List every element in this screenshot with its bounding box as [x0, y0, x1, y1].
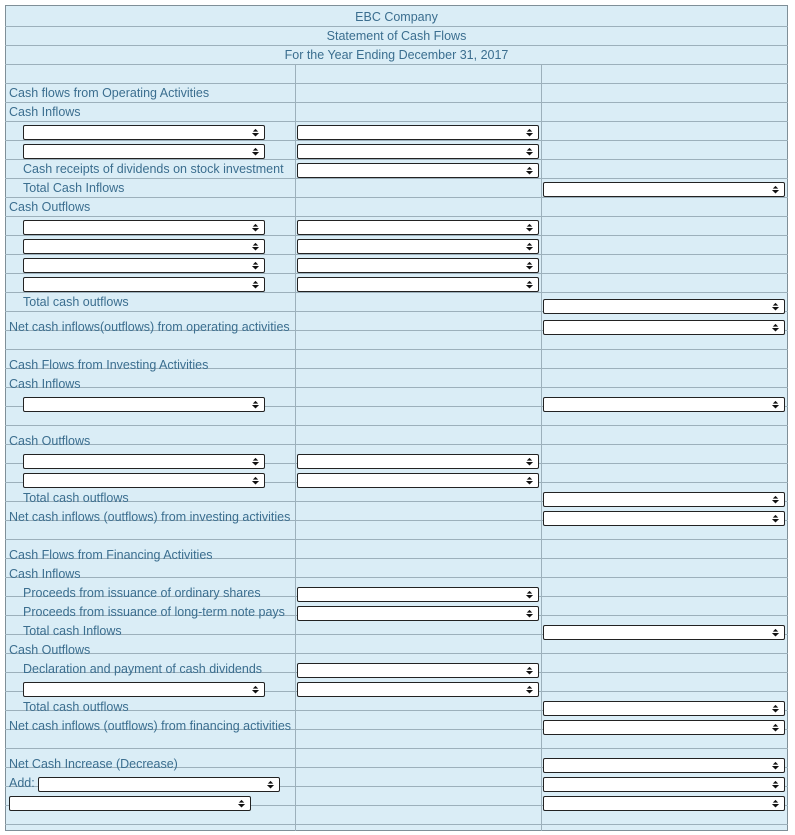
investing-inflow-amount-select[interactable]: [543, 397, 785, 412]
total-financing-outflows-select[interactable]: [543, 701, 785, 716]
dropdown-arrow-icon: [251, 476, 260, 485]
operating-outflow-account-select[interactable]: [23, 220, 265, 235]
dropdown-arrow-icon: [771, 495, 780, 504]
net-operating-select[interactable]: [543, 320, 785, 335]
operating-inflow-account-select[interactable]: [23, 144, 265, 159]
dropdown-arrow-icon: [771, 185, 780, 194]
total-investing-outflows-select[interactable]: [543, 492, 785, 507]
net-increase-select[interactable]: [543, 758, 785, 773]
financing-section-title: Cash Flows from Financing Activities: [9, 548, 213, 562]
dropdown-arrow-icon: [251, 685, 260, 694]
proceeds-note-amount-select[interactable]: [297, 606, 539, 621]
dropdown-arrow-icon: [525, 223, 534, 232]
operating-section-title: Cash flows from Operating Activities: [9, 86, 210, 100]
dropdown-arrow-icon: [251, 400, 260, 409]
dropdown-arrow-icon: [525, 457, 534, 466]
dropdown-arrow-icon: [525, 166, 534, 175]
dropdown-arrow-icon: [771, 628, 780, 637]
dropdown-arrow-icon: [251, 457, 260, 466]
net-financing-select[interactable]: [543, 720, 785, 735]
net-operating-label: Net cash inflows(outflows) from operating activities: [9, 320, 290, 334]
grid-row: [5, 198, 788, 217]
financing-outflow-amount-select[interactable]: [297, 682, 539, 697]
ending-balance-account-select[interactable]: [9, 796, 251, 811]
financing-outflows-label: Cash Outflows: [9, 643, 91, 657]
dropdown-arrow-icon: [251, 128, 260, 137]
add-amount-select[interactable]: [543, 777, 785, 792]
dropdown-arrow-icon: [771, 514, 780, 523]
net-increase-label: Net Cash Increase (Decrease): [9, 757, 178, 771]
statement-period: For the Year Ending December 31, 2017: [5, 46, 788, 65]
investing-section-title: Cash Flows from Investing Activities: [9, 358, 209, 372]
dropdown-arrow-icon: [525, 685, 534, 694]
investing-outflow-amount-select[interactable]: [297, 454, 539, 469]
net-investing-label: Net cash inflows (outflows) from investing activities: [9, 510, 291, 524]
operating-outflow-amount-select[interactable]: [297, 258, 539, 273]
net-financing-label: Net cash inflows (outflows) from financing activities: [9, 719, 292, 733]
total-operating-outflows-select[interactable]: [543, 299, 785, 314]
financing-inflows-label: Cash Inflows: [9, 567, 81, 581]
total-financing-outflows-label: Total cash outflows: [23, 700, 129, 714]
grid-row: [5, 426, 788, 445]
total-financing-inflows-label: Total cash Inflows: [23, 624, 122, 638]
dropdown-arrow-icon: [525, 261, 534, 270]
column-divider: [541, 65, 542, 831]
total-operating-outflows-label: Total cash outflows: [23, 295, 129, 309]
net-investing-select[interactable]: [543, 511, 785, 526]
dropdown-arrow-icon: [251, 242, 260, 251]
investing-inflow-account-select[interactable]: [23, 397, 265, 412]
operating-outflow-account-select[interactable]: [23, 258, 265, 273]
dividends-paid-amount-select[interactable]: [297, 663, 539, 678]
investing-outflows-label: Cash Outflows: [9, 434, 91, 448]
financing-outflow-account-select[interactable]: [23, 682, 265, 697]
company-name: EBC Company: [5, 8, 788, 27]
operating-outflow-amount-select[interactable]: [297, 277, 539, 292]
add-label: Add:: [9, 776, 35, 790]
dropdown-arrow-icon: [525, 590, 534, 599]
statement-title: Statement of Cash Flows: [5, 27, 788, 46]
dividend-receipts-amount-select[interactable]: [297, 163, 539, 178]
operating-inflow-amount-select[interactable]: [297, 125, 539, 140]
total-investing-outflows-label: Total cash outflows: [23, 491, 129, 505]
ending-balance-amount-select[interactable]: [543, 796, 785, 811]
investing-outflow-account-select[interactable]: [23, 454, 265, 469]
dropdown-arrow-icon: [266, 780, 275, 789]
operating-outflows-label: Cash Outflows: [9, 200, 91, 214]
dropdown-arrow-icon: [251, 261, 260, 270]
dropdown-arrow-icon: [251, 147, 260, 156]
add-account-select[interactable]: [38, 777, 280, 792]
dropdown-arrow-icon: [237, 799, 246, 808]
dropdown-arrow-icon: [251, 280, 260, 289]
total-financing-inflows-select[interactable]: [543, 625, 785, 640]
dropdown-arrow-icon: [771, 780, 780, 789]
grid-row: [5, 65, 788, 84]
operating-inflows-label: Cash Inflows: [9, 105, 81, 119]
investing-inflows-label: Cash Inflows: [9, 377, 81, 391]
dropdown-arrow-icon: [525, 128, 534, 137]
proceeds-note-label: Proceeds from issuance of long-term note pays: [23, 605, 285, 619]
dropdown-arrow-icon: [525, 280, 534, 289]
dropdown-arrow-icon: [771, 799, 780, 808]
dropdown-arrow-icon: [771, 704, 780, 713]
operating-outflow-amount-select[interactable]: [297, 239, 539, 254]
total-operating-inflows-select[interactable]: [543, 182, 785, 197]
dropdown-arrow-icon: [525, 609, 534, 618]
dropdown-arrow-icon: [525, 476, 534, 485]
dropdown-arrow-icon: [525, 666, 534, 675]
dropdown-arrow-icon: [771, 761, 780, 770]
dividends-paid-label: Declaration and payment of cash dividends: [23, 662, 263, 676]
operating-outflow-account-select[interactable]: [23, 239, 265, 254]
dropdown-arrow-icon: [771, 302, 780, 311]
dropdown-arrow-icon: [525, 242, 534, 251]
dropdown-arrow-icon: [525, 147, 534, 156]
dividend-receipts-label: Cash receipts of dividends on stock investment: [23, 162, 284, 176]
proceeds-ordinary-amount-select[interactable]: [297, 587, 539, 602]
grid-row: [5, 103, 788, 122]
proceeds-ordinary-label: Proceeds from issuance of ordinary shares: [23, 586, 261, 600]
investing-outflow-account-select[interactable]: [23, 473, 265, 488]
dropdown-arrow-icon: [251, 223, 260, 232]
operating-inflow-account-select[interactable]: [23, 125, 265, 140]
column-divider: [295, 65, 296, 831]
dropdown-arrow-icon: [771, 400, 780, 409]
investing-outflow-amount-select[interactable]: [297, 473, 539, 488]
dropdown-arrow-icon: [771, 323, 780, 332]
operating-outflow-amount-select[interactable]: [297, 220, 539, 235]
total-operating-inflows-label: Total Cash Inflows: [23, 181, 125, 195]
dropdown-arrow-icon: [771, 723, 780, 732]
operating-inflow-amount-select[interactable]: [297, 144, 539, 159]
operating-outflow-account-select[interactable]: [23, 277, 265, 292]
